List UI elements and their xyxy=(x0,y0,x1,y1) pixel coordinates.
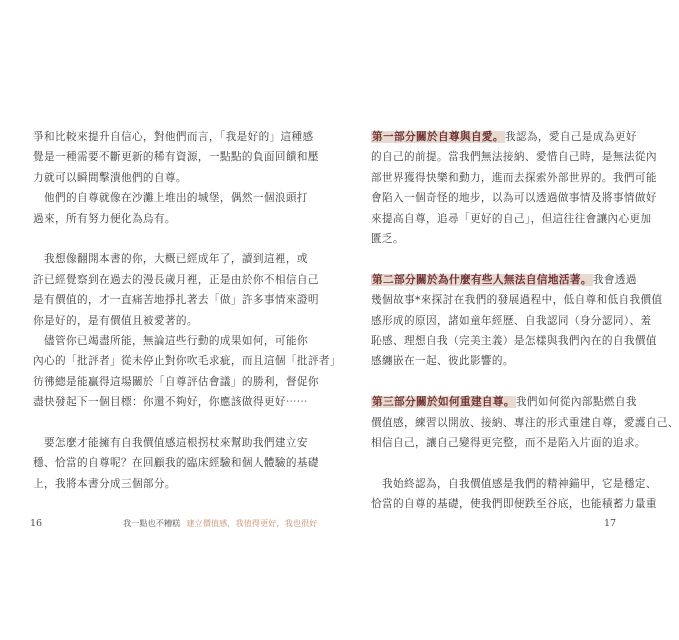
text-line xyxy=(371,270,637,290)
paragraph-gap xyxy=(33,413,295,433)
text-line: 價值感，練習以開放、接納、專注的形式重建自尊，愛護自己、 xyxy=(371,416,679,429)
text-line xyxy=(371,392,637,412)
left-page-text xyxy=(33,127,341,494)
text-line: 爭和比較來提升自信心，對他們而言，「我是好的」這種感 xyxy=(33,131,314,143)
text-line: 許已經覺察到在過去的漫長歲月裡，正是由於你不相信自己 xyxy=(33,273,319,286)
paragraph-gap xyxy=(371,453,621,473)
text-line: 幾個故事*來探討在我們的發展過程中，低自尊和低自我價值 xyxy=(371,294,663,307)
text-line: 內心的「批評者」從未停止對你吹毛求疵，而且這個「批評者」 xyxy=(33,355,341,368)
text-line: 穩、恰當的自尊呢？在回顧我的臨床經驗和個人體驗的基礎 xyxy=(33,457,319,470)
text-line: 部世界獲得快樂和動力，進而去探索外部世界的。我們可能 xyxy=(371,171,657,184)
paragraph xyxy=(33,433,319,494)
part3-heading: 第三部分關於如何重建自尊。 xyxy=(372,396,515,409)
text-line: 會陷入一個奇怪的地步，以為可以透過做事情及將事情做好 xyxy=(371,192,657,205)
paragraph-gap xyxy=(371,249,621,269)
text-line: 匱乏。 xyxy=(371,233,404,246)
book-title: 我一點也不糟糕 xyxy=(123,518,181,528)
text-line: 感纏嵌在一起、彼此影響的。 xyxy=(371,355,514,368)
part3-paragraph xyxy=(371,392,679,453)
part2-heading: 第二部分關於為什麼有些人無法自信地活著。 xyxy=(372,273,592,286)
text-line: 盡快發起下一個目標：你還不夠好，你應該做得更好⋯⋯ xyxy=(33,396,308,409)
paragraph-gap xyxy=(371,372,621,392)
part2-paragraph xyxy=(371,270,663,372)
text-line: 過來，所有努力便化為烏有。 xyxy=(33,212,176,225)
part2-first-line: 我會透過 xyxy=(592,273,637,286)
paragraph xyxy=(33,331,341,413)
text-line: 我始終認為，自我價值感是我們的精神錨甲，它是穩定、 xyxy=(371,477,657,490)
book-subtitle: 建立價值感，我值得更好，我也很好 xyxy=(186,518,318,528)
text-line: 相信自己，讓自己變得更完整，而不是陷入片面的追求。 xyxy=(371,437,646,450)
text-line: 感形成的原因，諸如童年經歷、自我認同（身分認同）、羞 xyxy=(371,314,652,327)
part3-first-line: 我們如何從內部點燃自我 xyxy=(515,396,637,409)
text-line: 的自己的前提。當我們無法接納、愛惜自己時，是無法從內 xyxy=(371,151,657,164)
text-line: 來提高自尊，追尋「更好的自己」，但這往往會讓內心更加 xyxy=(371,212,652,225)
text-line: 要怎麼才能擁有自我價值感這根拐杖來幫助我們建立安 xyxy=(33,437,308,450)
text-line: 力就可以瞬間擊潰他們的自尊。 xyxy=(33,171,187,184)
part1-heading: 第一部分關於自尊與自愛。 xyxy=(372,131,504,143)
text-line: 恰當的自尊的基礎，使我們即便跌至谷底，也能積蓄力量重 xyxy=(371,498,657,511)
running-footer xyxy=(123,518,317,529)
part1-paragraph xyxy=(371,127,657,249)
text-line: 恥感、理想自我（完美主義）是怎樣與我們內在的自我價值 xyxy=(371,335,657,348)
text-line: 是有價值的，才一直痛苦地掙扎著去「做」許多事情來證明 xyxy=(33,294,319,307)
paragraph xyxy=(371,474,657,515)
text-line: 上，我將本書分成三個部分。 xyxy=(33,477,176,490)
part1-first-line: 我認為，愛自己是成為更好 xyxy=(504,131,637,143)
paragraph-gap xyxy=(33,229,295,249)
text-line: 儘管你已竭盡所能，無論這些行動的成果如何，可能你 xyxy=(33,335,308,348)
text-line: 他們的自尊就像在沙灘上堆出的城堡，偶然一個浪頭打 xyxy=(33,192,308,205)
right-page-text xyxy=(371,127,679,515)
text-line: 彷彿總是能贏得這場關於「自尊評估會議」的勝利，督促你 xyxy=(33,375,319,388)
text-line xyxy=(371,127,637,147)
text-line: 覺是一種需要不斷更新的稀有資源，一點點的負面回饋和壓 xyxy=(33,151,319,164)
left-page-number: 16 xyxy=(30,518,43,529)
paragraph xyxy=(33,249,319,331)
text-line: 我想像翻開本書的你，大概已經成年了，讀到這裡，或 xyxy=(33,253,308,266)
paragraph xyxy=(33,127,319,188)
text-line: 你是好的，是有價值且被愛著的。 xyxy=(33,314,198,327)
paragraph xyxy=(33,188,308,229)
right-page-number: 17 xyxy=(604,518,617,529)
